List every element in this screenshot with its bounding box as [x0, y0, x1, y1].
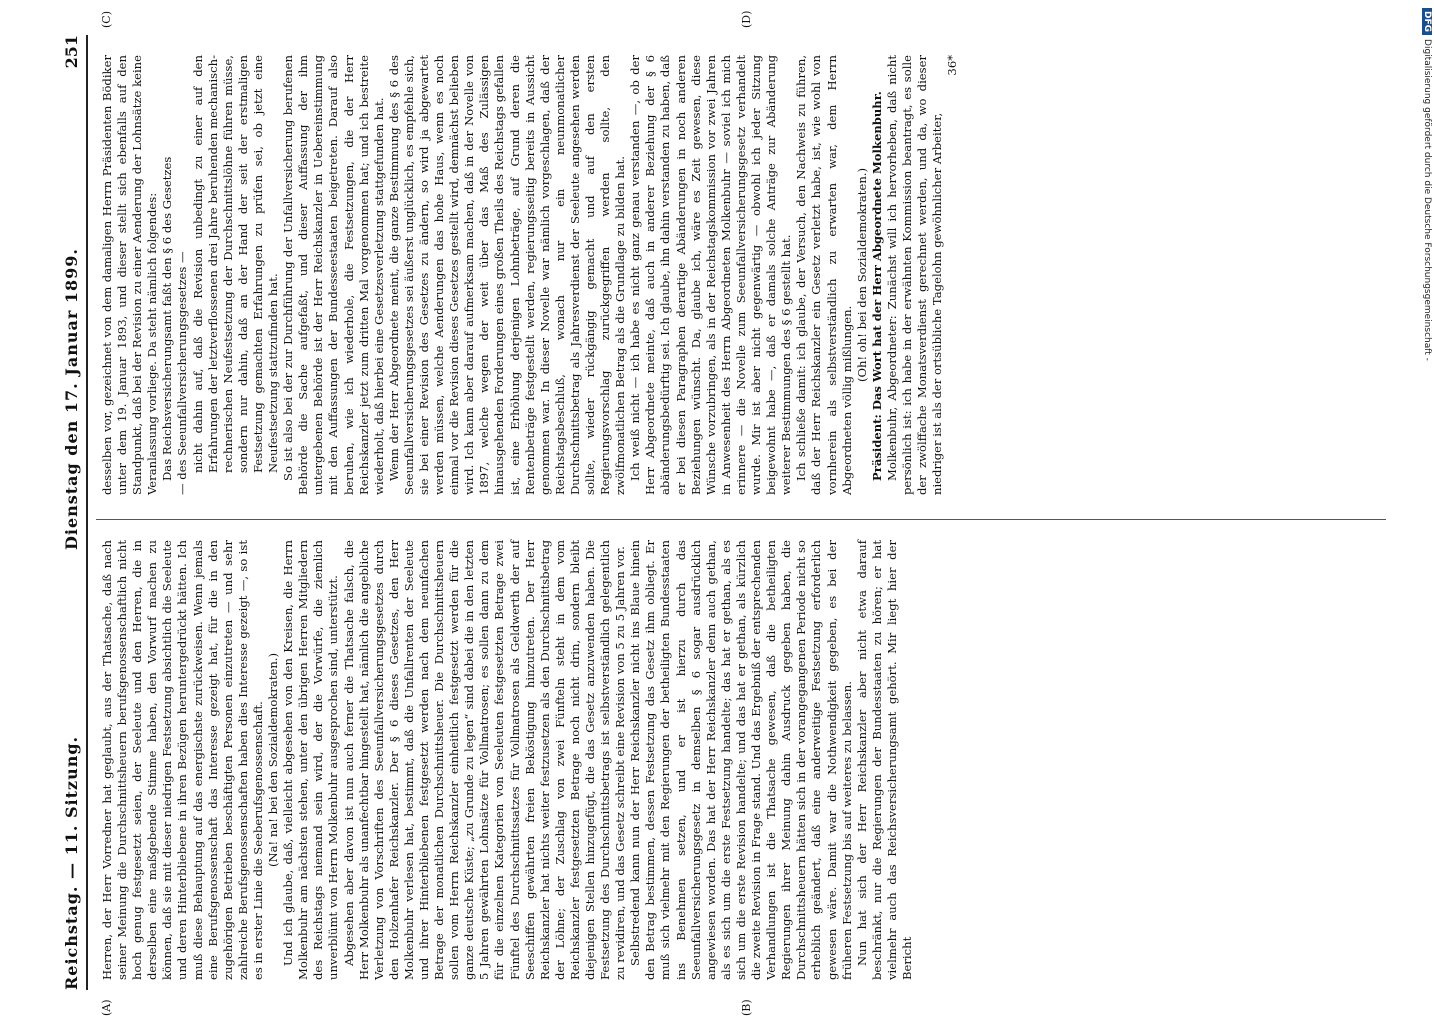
paragraph: Selbstredend kann nun der Herr Reichskanzler nicht ins Blaue hinein den Betrag bestimmen, dessen Festsetzung das Gesetz ihm obliegt. Er muß sich vielmehr mit den Regierungen der betheiligten Bundesstaaten ins Benehmen setzen, und er ist hierzu durch das Seeunfallversicherungsgesetz in demselben § 6 sogar ausdrücklich angewiesen worden. Das hat der Herr Reichskanzler denn auch gethan, als es sich um die erste Festsetzung handelte; das hat er gethan, als es sich um die erste Revision handelte; und das hat er gethan, als kürzlich die zweite Revision in Frage stand. Und das Ergebniß der entsprechenden Verhandlungen ist die Thatsache gewesen, daß die betheiligten Regierungen ihrer Meinung dahin Ausdruck gegeben haben, die Durchschnittsheuern hätten sich in der vorangegangenen Periode nicht so erheblich geändert, daß eine anderweitige Festsetzung erforderlich gewesen wäre. Damit war die Nothwendigkeit gegeben, es bei der früheren Festsetzung bis auf weiteres zu belassen. — [628, 540, 854, 980]
marker-a: (A) — [100, 999, 113, 1016]
rotated-page — [60, 10, 1390, 1016]
paragraph: Molkenbuhr, Abgeordneter: Zunächst will ich hervorheben, daß nicht persönlich ist: ich habe in der erwähnten Kommission beantragt, es solle der zwölffache Monatsverdienst gerechnet werden, und da, wo dieser niedriger ist als der ortsübliche Tagelohn gewöhnlicher Arbeiter, — [884, 55, 945, 495]
column-divider — [96, 519, 1386, 520]
speaker-paragraph: Präsident: Das Wort hat der Herr Abgeordnete Molkenbuhr. — [869, 91, 884, 481]
interjection: (Na! na! bei den Sozialdemokraten.) — [266, 652, 281, 868]
marker-c: (C) — [100, 11, 113, 28]
paragraph: Herren, der Herr Vorredner hat geglaubt, aus der Thatsache, daß nach seiner Meinung die Durchschnittsheuern berufsgenossenschaftlich nicht hoch genug festgesetzt seien, der Seeleute und den Herren, die in derselben eine maßgebende Stimme haben, den Vorwurf machen zu können, daß sie mit dieser niedrigen Festsetzung absichtlich die Seeleute und deren Hinterbliebene in ihren Bezügen heruntergedrückt hätten. Ich muß diese Behauptung auf das energischste zurückweisen. Wenn jemals eine Berufsgenossenschaft das Interesse gezeigt hat, für die in den zugehörigen Betrieben beschäftigten Personen einzutreten — und sehr zahlreiche Berufsgenossenschaften haben dies Interesse gezeigt —, so ist es in erster Linie die Seeberufsgenossenschaft. — [100, 540, 265, 980]
dfg-logo: DFG — [1422, 8, 1432, 35]
quote-line: — des Seeunfallversicherungsgesetzes — — [175, 251, 190, 495]
paragraph: Nun hat sich der Herr Reichskanzler aber nicht etwa darauf beschränkt, nur die Regierungen der Bundesstaaten zu hören; er hat vielmehr auch das Reichsversicherungsamt gehört. Mir liegt hier der Bericht — [854, 540, 914, 980]
marker-b: (B) — [740, 999, 753, 1016]
paragraph: Ich weiß nicht — ich habe es nicht ganz genau verstanden —, ob der Herr Abgeordnete meinte, daß auch in anderer Beziehung der § 6 abänderungsbedürftig sei. Ich glaube, ihn dahin verstanden zu haben, daß er bei diesen Paragraphen derartige Abänderungen in noch anderen Beziehungen wünscht. Da, glaube ich, wäre es Zeit gewesen, diese Wünsche vorzubringen, als in der Reichstagskommission vor zwei Jahren in Anwesenheit des Herrn Abgeordneten Molkenbuhr — soviel ich mich erinnere — die Novelle zum Seeunfallversicherungsgesetz verhandelt wurde. Mir ist aber nicht gegenwärtig — obwohl ich jeder Sitzung beigewohnt habe —, daß er damals solche Anträge zur Abänderung weiterer Bestimmungen des § 6 gestellt hat. — [628, 55, 794, 495]
marker-d: (D) — [740, 10, 753, 28]
quote-block: nicht dahin auf, daß die Revision unbedingt zu einer auf den Erfahrungen der letztverflossenen drei Jahre beruhenden mechanisch-rechnerischen Neufestsetzung der Durchschnittslöhne führen müsse, sondern nur dahin, daß an der Hand der seit der erstmaligen Festsetzung gemachten Erfahrungen zu prüfen sei, ob jetzt eine Neufestsetzung stattzufinden hat. — [190, 55, 281, 473]
paragraph: Und ich glaube, daß, vielleicht abgesehen von den Kreisen, die Herrn Molkenbuhr am nächsten stehen, unter den übrigen Herren Mitgliedern des Reichstags niemand sein wird, der die Vorwürfe, die ziemlich unverblümt von Herrn Molkenbuhr ausgesprochen sind, unterstützt. — [281, 540, 341, 980]
paragraph: So ist also bei der zur Durchführung der Unfallversicherung berufenen Behörde die Sache aufgefaßt, und dieser Auffassung der ihm untergebenen Behörde ist der Herr Reichskanzler in Uebereinstimmung mit den Auffassungen der Bundesseestaaten beigetreten. Darauf also beruhen, wie ich wiederhole, die Festsetzungen, die der Herr Reichskanzler jetzt zum dritten Mal vorgenommen hat; und ich bestreite wiederholt, daß hierbei eine Gesetzesverletzung stattgefunden hat. — [281, 55, 386, 495]
page-number: 251 — [62, 35, 81, 69]
watermark-text-row — [1416, 8, 1432, 568]
interjection: (Oh! oh! bei den Sozialdemokraten.) — [854, 167, 869, 383]
paragraph: desselben vor, gezeichnet von dem damaligen Herrn Präsidenten Bödiker unter dem 19. Januar 1893, und dieser stellt sich ebenfalls auf den Standpunkt, daß bei der Revision zu einer Aenderung der Lohnsätze keine Veranlassung vorliege. Da steht nämlich folgendes: — [100, 55, 160, 495]
signature-mark: 36* — [945, 55, 960, 76]
dfg-watermark — [1416, 8, 1432, 568]
quote-line: Das Reichsversicherungsamt faßt den § 6 des Gesetzes — [160, 156, 175, 481]
watermark-text: Digitalisierung gefördert durch die Deutsche Forschungsgemeinschaft - — [1422, 39, 1432, 361]
header-date: Dienstag den 17. Januar 1899. — [62, 248, 81, 550]
page-header — [60, 35, 88, 990]
header-title: Reichstag. — 11. Sitzung. — [62, 735, 81, 990]
paragraph: Abgesehen aber davon ist nun auch ferner die Thatsache falsch, die Herr Molkenbuhr als unanfechtbar hingestellt hat, nämlich die angebliche Verletzung von Vorschriften des Seeunfallversicherungsgesetzes durch den Holzenhafer Reichskanzler. Der § 6 dieses Gesetzes, den Herr Molkenbuhr verlesen hat, bestimmt, daß die Unfallrenten der Seeleute und ihrer Hinterbliebenen festgesetzt werden nach dem neunfachen Betrage der monatlichen Durchschnittsheuer. Die Durchschnittsheuern sollen vom Herrn Reichskanzler einheitlich festgesetzt werden für die ganze deutsche Küste; „zu Grunde zu legen“ sind dabei die in den letzten 5 Jahren gewährten Lohnsätze für Vollmatrosen; es sollen dann zu dem für die einzelnen Kategorien von Seeleuten festgesetzten Betrage zwei Fünftel des Durchschnittssatzes für Vollmatrosen als Geldwerth der auf Seeschiffen gewährten freien Beköstigung hinzutreten. Der Herr Reichskanzler hat nichts weiter festzusetzen als den Durchschnittsbetrag der Löhne; der Zuschlag von zwei Fünfteln steht in dem vom Reichskanzler festgesetzten Betrage noch nicht drin, sondern bleibt diejenigen Stellen hinzugefügt, die das Gesetz anzuwenden haben. Die Festsetzung des Durchschnittsbetrags ist selbstverständlich gelegentlich zu revidiren, und das Gesetz schreibt eine Revision von 5 zu 5 Jahren vor. — [341, 540, 628, 980]
paragraph: Ich schließe damit: ich glaube, der Versuch, den Nachweis zu führen, daß der Herr Reichskanzler ein Gesetz verletzt habe, ist, wie wohl von vornherein als selbstverständlich zu erwarten war, dem Herrn Abgeordneten völlig mißlungen. — [794, 55, 854, 495]
left-column — [100, 540, 915, 980]
paragraph: Wenn der Herr Abgeordnete meint, die ganze Bestimmung des § 6 des Seeunfallversicherungsgesetzes sei äußerst unglücklich, es empfehle sich, sie bei einer Revision des Gesetzes zu ändern, so wird ja abgewartet werden müssen, welche Aenderungen das hohe Haus, wenn es noch einmal vor die Revision dieses Gesetzes gestellt wird, demnächst belieben wird. Ich kann aber darauf aufmerksam machen, daß in der Novelle von 1897, welche wegen der weit über das Maß des Zulässigen hinausgehenden Forderungen eines großen Theils des Reichstags gefallen ist, eine Erhöhung derjenigen Lohnbeträge, auf Grund deren die Rentenbeträge festgestellt werden, regierungsseitig bereits in Aussicht genommen war. In dieser Novelle war nämlich vorgeschlagen, daß der Reichstagsbeschluß, wonach nur ein neunmonatlicher Durchschnittsbetrag als Jahresverdienst der Seeleute angesehen werden sollte, wieder rückgängig gemacht und auf den ersten Regierungsvorschlag zurückgegriffen werden sollte, den zwölfmonatlichen Betrag als die Grundlage zu bilden hat. — [386, 55, 628, 495]
right-column — [100, 55, 960, 495]
